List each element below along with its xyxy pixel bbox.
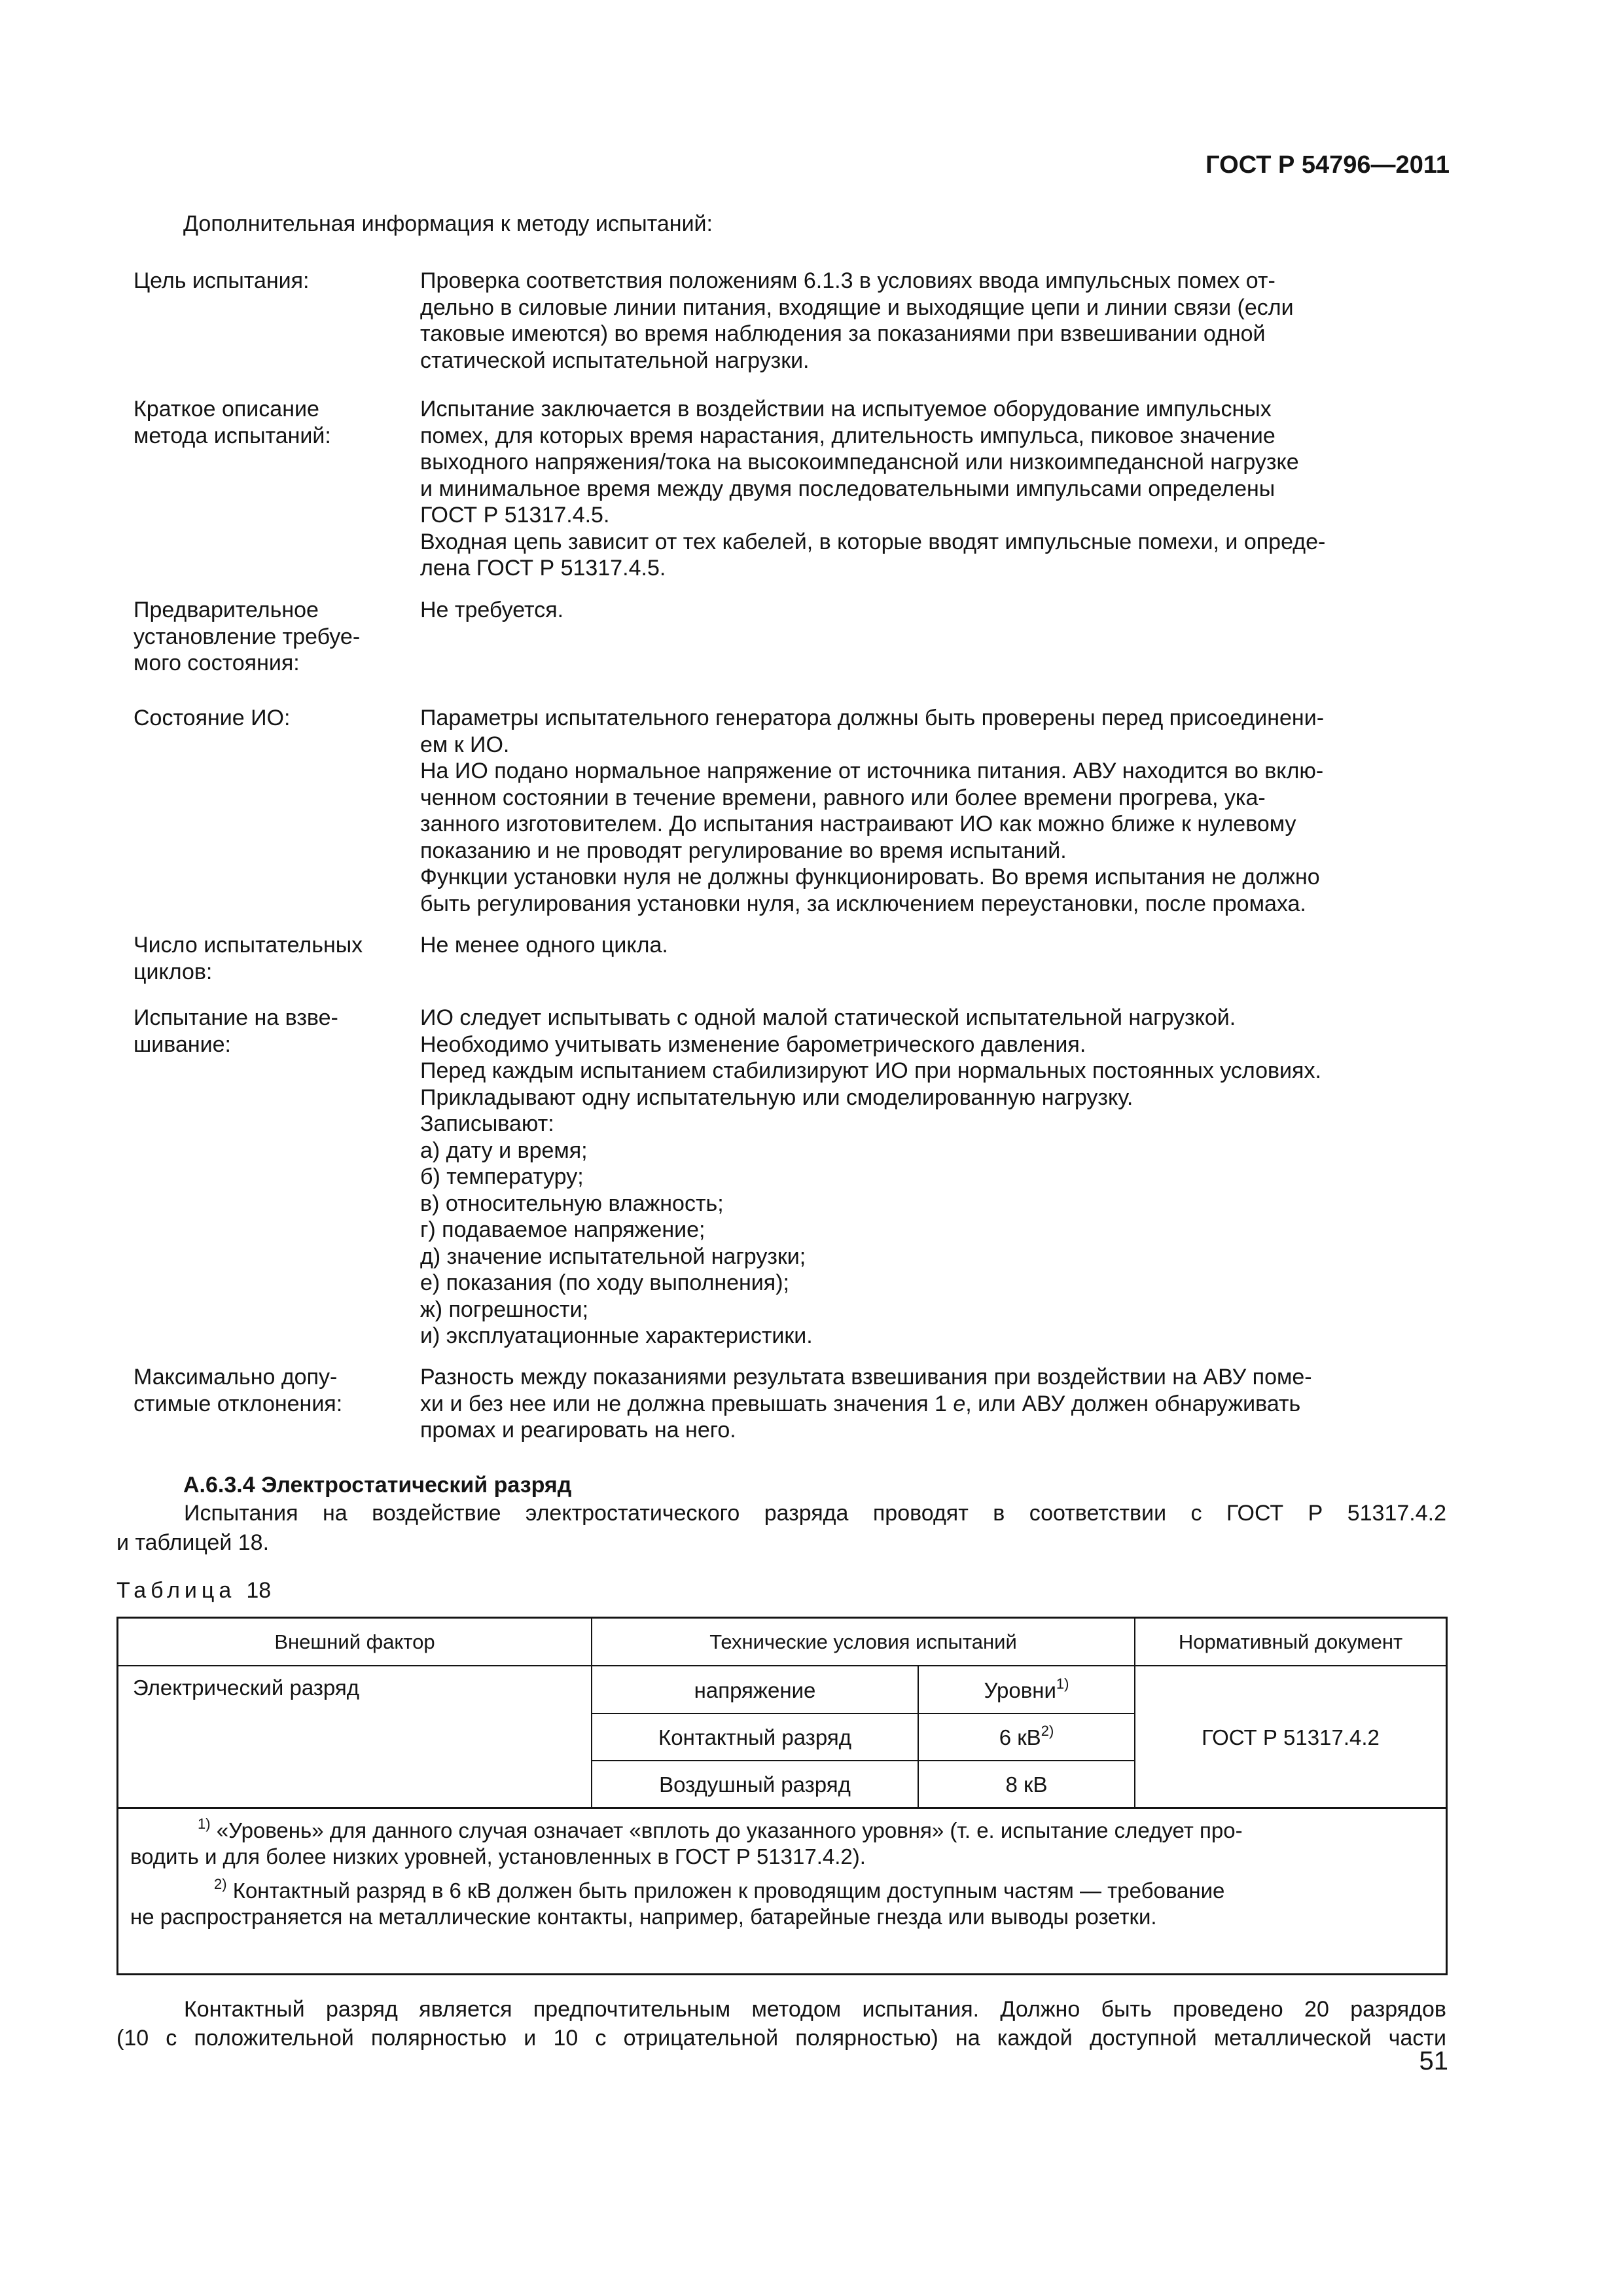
definition-value: ИО следует испытывать с одной малой статической испытательной нагрузкой. Необходимо учитывать изменение барометрического давления. Перед каждым испытанием стабилизируют ИО при нормальных постоянных условиях. Прикладывают одну испытательную или смоделированную нагрузку. Записывают: а) дату и время; б) температуру; в) относительную влажность; г) подаваемое напряжение; д) значение испытательной нагрузки; е) показания (по ходу выполнения); ж) погрешности; и) эксплуатационные характеристики. bbox=[420, 1005, 1321, 1348]
definition-label: Число испытательных циклов: bbox=[134, 933, 363, 984]
table-header: Технические условия испытаний bbox=[709, 1630, 1017, 1653]
definition-label: Краткое описание метода испытаний: bbox=[134, 397, 331, 448]
page-number: 51 bbox=[1419, 2047, 1448, 2075]
table-footnote-1: $^{1)}$ «Уровень» для данного случая означает «вплоть до указанного уровня» (т. е. испытание следует про- водить и для более низких уровней, установленных в ГОСТ Р 51317.4.2). bbox=[130, 1816, 1243, 1869]
definition-label: Состояние ИО: bbox=[134, 706, 291, 730]
definition-value: Не требуется. bbox=[420, 598, 564, 622]
table-header: Внешний фактор bbox=[274, 1630, 435, 1653]
table-footnote-2: $^{2)}$ Контактный разряд в 6 кВ должен быть приложен к проводящим доступным частям — требование не распространяется на металлические контакты, например, батарейные гнезда или выводы розетки. bbox=[130, 1876, 1225, 1929]
error-symbol: e bbox=[953, 1391, 966, 1416]
definition-value: Проверка соответствия положениям 6.1.3 в условиях ввода импульсных помех от- дельно в силовые линии питания, входящие и выходящие цепи и линии связи (если таковые имеются) во время наблюдения за показаниями при взвешивании одной статической испытательной нагрузки. bbox=[420, 268, 1294, 373]
definition-value: Не менее одного цикла. bbox=[420, 933, 668, 958]
definition-label: Испытание на взве- шивание: bbox=[134, 1005, 338, 1057]
table-rule bbox=[118, 1665, 1446, 1666]
table-cell-value: Уровни$^{1)}$ bbox=[984, 1676, 1069, 1702]
table-cell-condition: Контактный разряд bbox=[658, 1725, 851, 1749]
table-cell-document: ГОСТ Р 51317.4.2 bbox=[1202, 1725, 1380, 1749]
table-cell-value: 8 кВ bbox=[1005, 1772, 1048, 1797]
footnote-ref: 2) bbox=[1041, 1723, 1054, 1739]
intro-text: Дополнительная информация к методу испытаний: bbox=[183, 211, 713, 236]
footnote-ref: 1) bbox=[1056, 1676, 1069, 1692]
table-cell-value: 6 $кВ^{2)}$ bbox=[999, 1723, 1054, 1749]
table-cell-condition: напряжение bbox=[694, 1678, 816, 1702]
table-rule bbox=[591, 1760, 1134, 1761]
definition-value: Разность между показаниями результата взвешивания при воздействии на АВУ поме- хи и без нее или не должна превышать значения 1 e, или АВУ должен обнаруживать промах и реагировать на него. bbox=[420, 1365, 1312, 1443]
section-heading: А.6.3.4 Электростатический разряд bbox=[183, 1473, 572, 1498]
table-cell-factor: Электрический разряд bbox=[133, 1676, 360, 1700]
definition-label: Предварительное установление требуе- мого состояния: bbox=[134, 598, 361, 675]
table-18 bbox=[116, 1617, 1448, 1975]
section-paragraph: Испытания на воздействие электростатического разряда проводят в соответствии с ГОСТ Р 51317.4.2 и таблицей 18. bbox=[116, 1501, 1446, 1555]
definition-label: Цель испытания: bbox=[134, 268, 310, 293]
table-header: Нормативный документ bbox=[1178, 1630, 1403, 1653]
table-rule bbox=[118, 1807, 1446, 1809]
document-code: ГОСТ Р 54796—2011 bbox=[1205, 151, 1450, 179]
table-cell-condition: Воздушный разряд bbox=[659, 1772, 851, 1797]
definition-value: Параметры испытательного генератора должны быть проверены перед присоединени- ем к ИО. На ИО подано нормальное напряжение от источника питания. АВУ находится во вклю- ченном состоянии в течение времени, равного или более времени прогрева, ука- занного изготовителем. До испытания настраивают ИО как можно ближе к нулевому показанию и не проводят регулирование во время испытаний. Функции установки нуля не должны функционировать. Во время испытания не должно быть регулирования установки нуля, за исключением переустановки, после промаха. bbox=[420, 706, 1325, 916]
table-rule bbox=[591, 1713, 1134, 1714]
definition-value: Испытание заключается в воздействии на испытуемое оборудование импульсных помех, для которых время нарастания, длительность импульса, пиковое значение выходного напряжения/тока на высокоимпедансной или низкоимпедансной нагрузке и минимальное время между двумя последовательными импульсами определены ГОСТ Р 51317.4.5. Входная цепь зависит от тех кабелей, в которые вводят импульсные помехи, и опреде- лена ГОСТ Р 51317.4.5. bbox=[420, 397, 1326, 581]
definition-label: Максимально допу- стимые отклонения: bbox=[134, 1365, 343, 1416]
table-caption: Таблица 18 bbox=[116, 1578, 272, 1603]
closing-paragraph: Контактный разряд является предпочтительным методом испытания. Должно быть проведено 20 разрядов (10 с положительной полярностью и 10 с отрицательной полярностью) на каждой доступной металлической части bbox=[116, 1997, 1446, 2051]
